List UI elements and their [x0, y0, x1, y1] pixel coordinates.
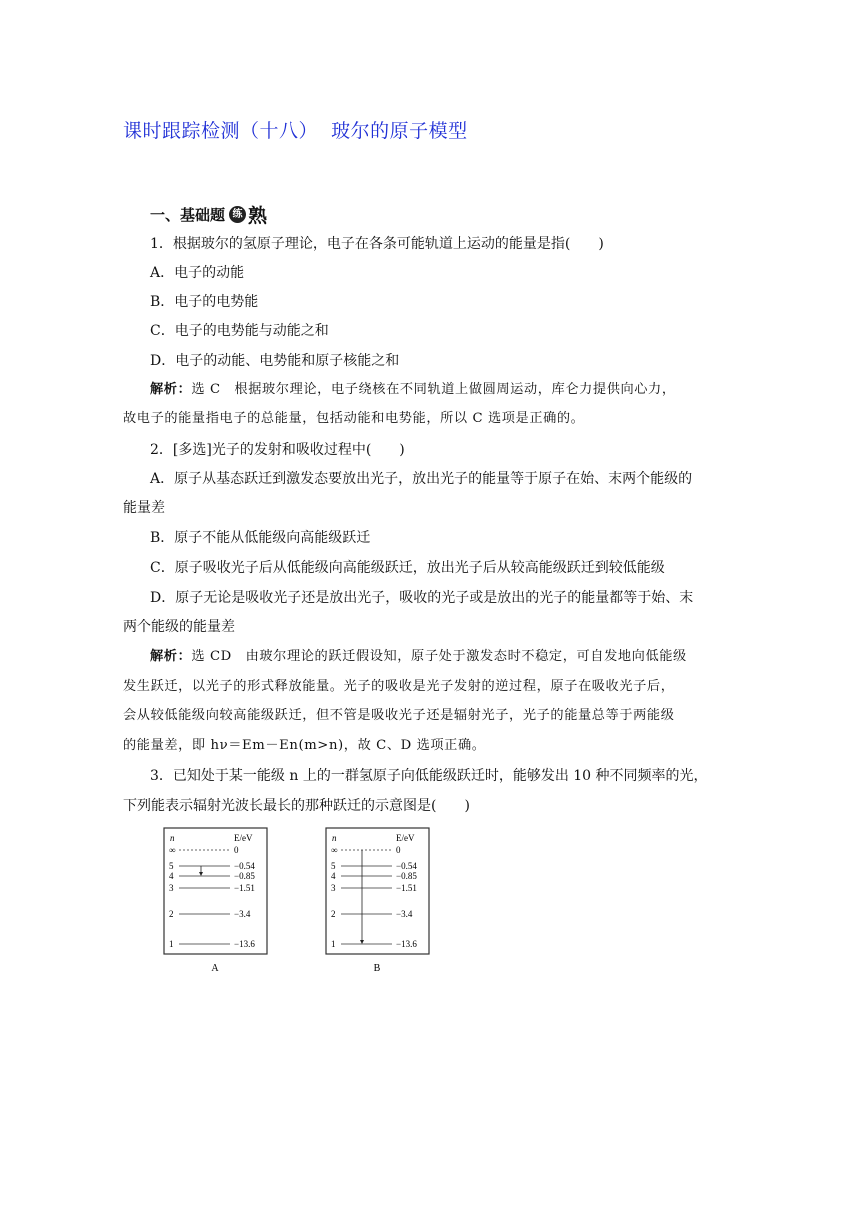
q2-option-b: B．原子不能从低能级向高能级跃迁 [150, 530, 371, 546]
diagram-caption: A [211, 963, 219, 974]
section-label: 一、基础题 [150, 206, 226, 224]
diagram-caption: B [373, 963, 381, 974]
level-energy: 0 [234, 845, 239, 855]
answer-label: 解析： [150, 382, 192, 397]
n-axis-label: n [332, 833, 337, 843]
energy-level-diagrams [160, 826, 440, 978]
level-energy: −3.4 [234, 909, 251, 919]
level-number: 5 [331, 861, 336, 871]
transition-arrow-head [360, 940, 364, 944]
level-number: 3 [331, 883, 336, 893]
level-number: 5 [169, 861, 174, 871]
level-energy: −0.54 [234, 861, 255, 871]
q1-answer-line-1 [150, 380, 676, 400]
level-energy: −13.6 [396, 939, 417, 949]
page-title: 课时跟踪检测（十八） 玻尔的原子模型 [123, 120, 468, 142]
q2-option-a: A．原子从基态跃迁到激发态要放出光子，放出光子的能量等于原子在始、末两个能级的 [150, 471, 693, 487]
energy-axis-label: E/eV [234, 833, 253, 843]
q1-option-c: C．电子的电势能与动能之和 [150, 323, 329, 339]
q2-answer-line-1 [150, 647, 687, 667]
level-number: 1 [169, 939, 174, 949]
q2-answer-line-3: 会从较低能级向较高能级跃迁，但不管是吸收光子还是辐射光子，光子的能量总等于两能级 [123, 708, 675, 723]
q2-option-c: C．原子吸收光子后从低能级向高能级跃迁，放出光子后从较高能级跃迁到较低能级 [150, 560, 665, 576]
q2-option-d: D．原子无论是吸收光子还是放出光子，吸收的光子或是放出的光子的能量都等于始、末 [150, 590, 694, 606]
q2-stem: 2．[多选]光子的发射和吸收过程中( ) [150, 442, 405, 458]
level-number: 4 [331, 871, 336, 881]
level-energy: −0.85 [234, 871, 255, 881]
q2-answer-line-4: 的能量差，即 hν＝Em－En(m>n)，故 C、D 选项正确。 [123, 738, 486, 753]
q3-stem-line-1: 3．已知处于某一能级 n 上的一群氢原子向低能级跃迁时，能够发出 10 种不同频率的光， [150, 768, 708, 784]
q1-option-d: D．电子的动能、电势能和原子核能之和 [150, 353, 400, 369]
section-heading [150, 201, 267, 228]
level-number: ∞ [331, 845, 338, 855]
n-axis-label: n [170, 833, 175, 843]
level-energy: −0.85 [396, 871, 417, 881]
q2-option-d-cont: 两个能级的能量差 [123, 619, 235, 635]
level-energy: 0 [396, 845, 401, 855]
level-number: 2 [169, 909, 174, 919]
level-number: 1 [331, 939, 336, 949]
level-energy: −13.6 [234, 939, 255, 949]
practice-badge-icon: 练 [229, 206, 246, 223]
q1-option-b: B．电子的电势能 [150, 294, 259, 310]
q1-answer-line-2: 故电子的能量指电子的总能量，包括动能和电势能，所以 C 选项是正确的。 [123, 411, 585, 426]
q2-option-a-cont: 能量差 [123, 500, 165, 516]
answer-label: 解析： [150, 649, 192, 664]
level-number: 2 [331, 909, 336, 919]
energy-axis-label: E/eV [396, 833, 415, 843]
level-number: 4 [169, 871, 174, 881]
q1-option-a: A．电子的动能 [150, 265, 245, 281]
level-energy: −1.51 [396, 883, 417, 893]
transition-arrow-head [199, 872, 203, 876]
level-energy: −3.4 [396, 909, 413, 919]
section-badge-text: 熟 [248, 205, 268, 227]
answer-text: 选 C 根据玻尔理论，电子绕核在不同轨道上做圆周运动，库仑力提供向心力， [191, 382, 676, 397]
level-energy: −1.51 [234, 883, 255, 893]
level-energy: −0.54 [396, 861, 417, 871]
level-number: ∞ [169, 845, 176, 855]
answer-text: 选 CD 由玻尔理论的跃迁假设知，原子处于激发态时不稳定，可自发地向低能级 [191, 649, 687, 664]
q2-answer-line-2: 发生跃迁，以光子的形式释放能量。光子的吸收是光子发射的逆过程，原子在吸收光子后， [123, 679, 675, 694]
level-number: 3 [169, 883, 174, 893]
q1-stem: 1．根据玻尔的氢原子理论，电子在各条可能轨道上运动的能量是指( ) [150, 236, 604, 252]
q3-stem-line-2: 下列能表示辐射光波长最长的那种跃迁的示意图是( ) [123, 798, 470, 814]
